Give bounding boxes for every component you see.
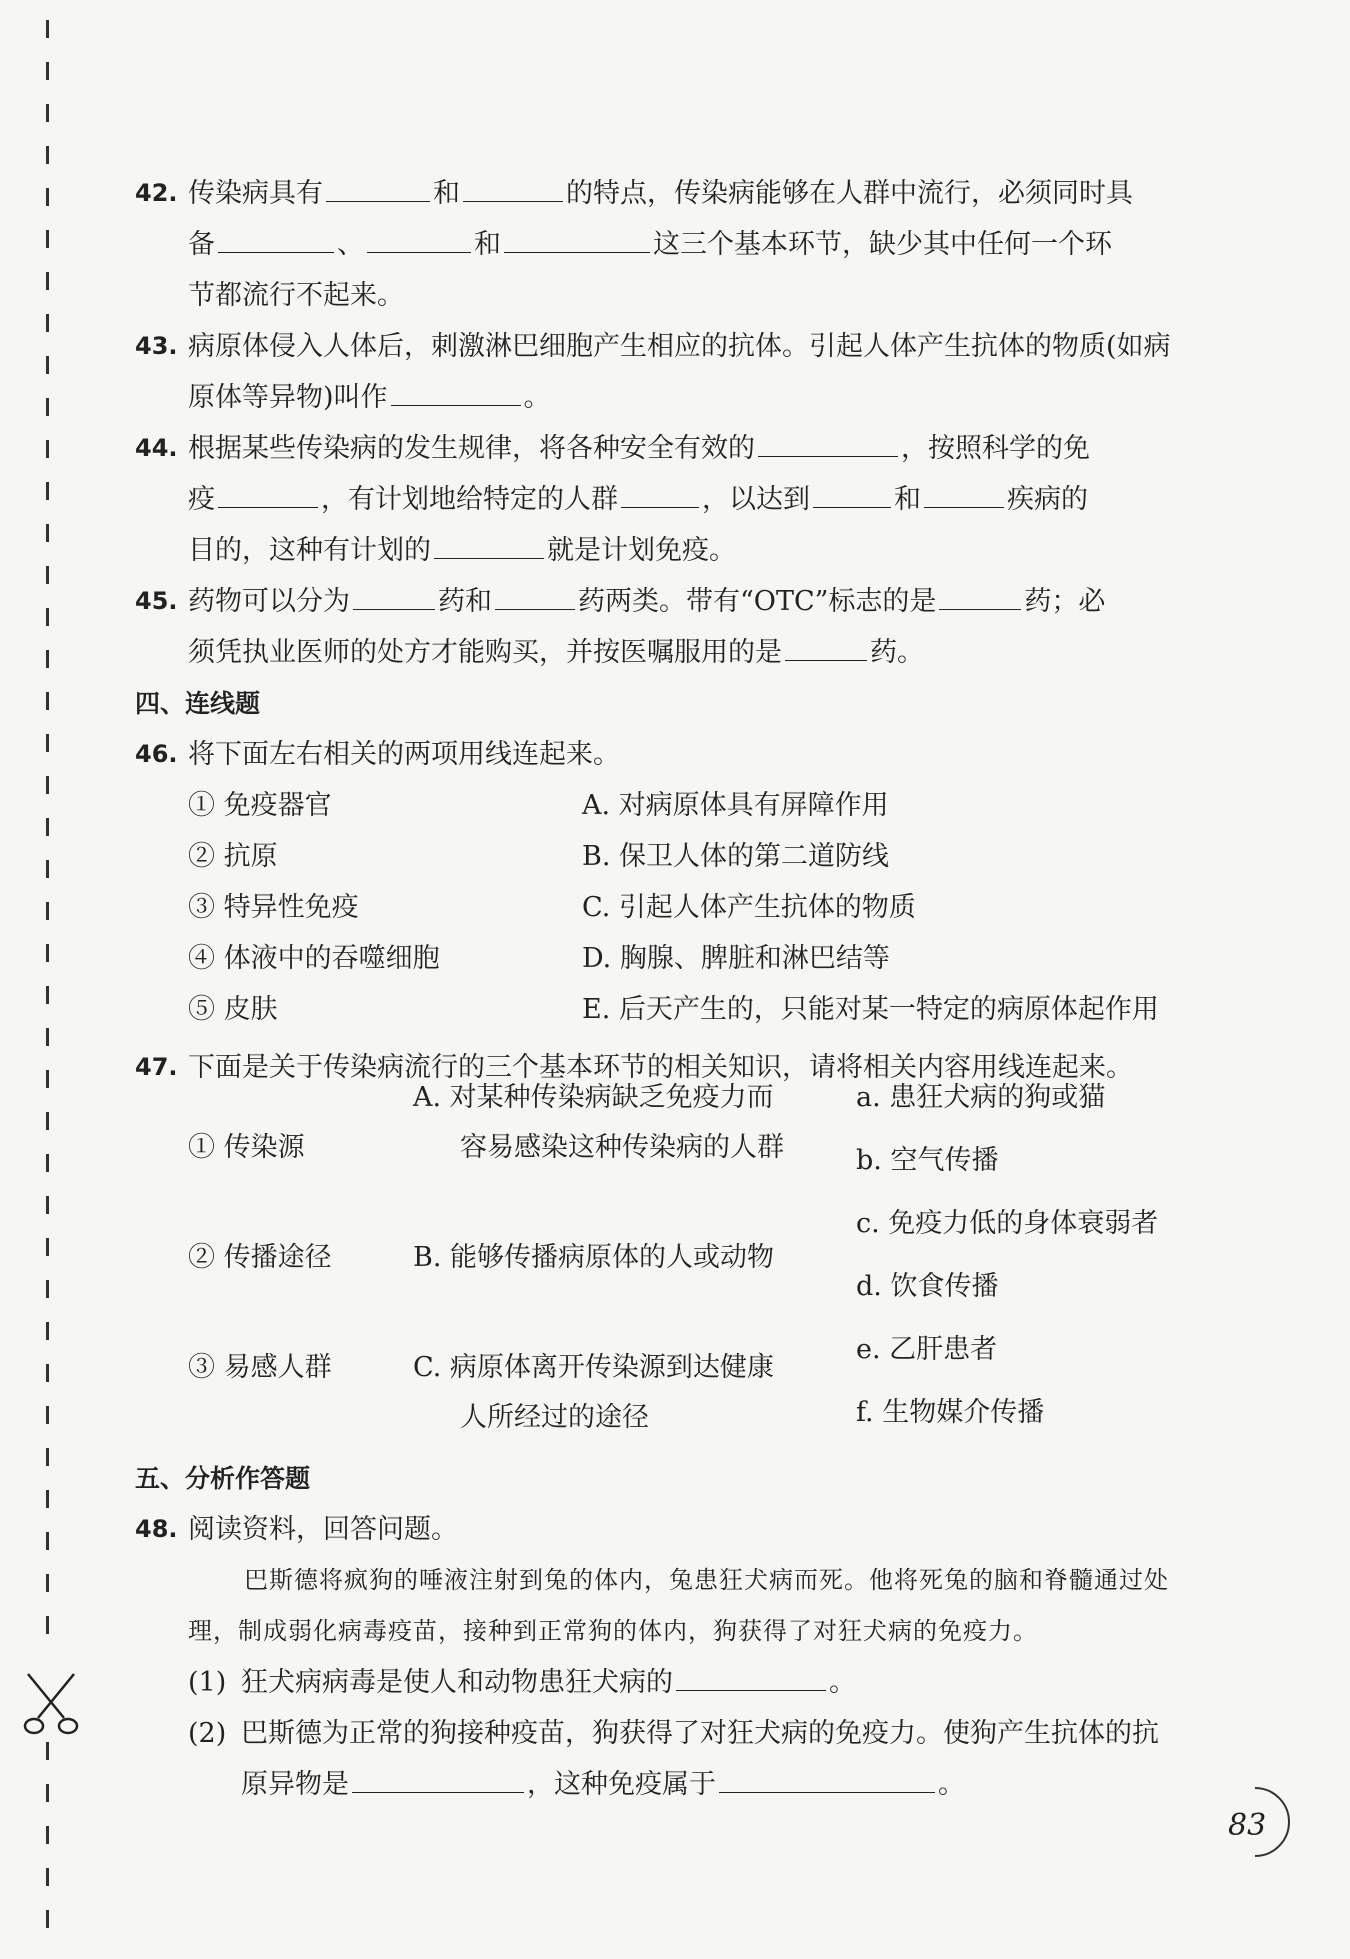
question-48: 48. 阅读资料，回答问题。 xyxy=(135,1504,1213,1555)
cut-line-dash xyxy=(46,1868,49,1886)
match-left-item[interactable]: ① 传染源 xyxy=(188,1132,305,1163)
cut-line-dash xyxy=(46,272,49,290)
question-44: 44. 根据某些传染病的发生规律，将各种安全有效的 ，按照科学的免 疫 ，有计划地给特定的人群 ，以达到 和 疾病的 目的，这种有计划的 就是计划免疫。 xyxy=(135,423,1213,576)
answer-blank[interactable] xyxy=(352,1766,524,1793)
match-right-item[interactable]: c. 免疫力低的身体衰弱者 xyxy=(856,1208,1159,1239)
cut-line-dash xyxy=(46,1280,49,1298)
cut-line-dash xyxy=(46,20,49,38)
cut-line-dash xyxy=(46,1826,49,1844)
question-47: 47. 下面是关于传染病流行的三个基本环节的相关知识，请将相关内容用线连起来。 xyxy=(135,1042,1213,1093)
question-number: 46. xyxy=(135,740,178,768)
cut-line-dash xyxy=(46,608,49,626)
cut-line-dash xyxy=(46,1196,49,1214)
cut-line-dash xyxy=(46,944,49,962)
match-left-item[interactable]: ① 免疫器官 xyxy=(188,790,332,821)
answer-blank[interactable] xyxy=(939,583,1021,610)
section-heading: 四、连线题 xyxy=(135,689,261,718)
match-middle-item[interactable]: B. 能够传播病原体的人或动物 xyxy=(413,1242,775,1273)
match-middle-text: 容易感染这种传染病的人群 xyxy=(460,1132,784,1163)
cut-line-dash xyxy=(46,1112,49,1130)
cut-line-dash xyxy=(46,692,49,710)
cut-line-dash xyxy=(46,188,49,206)
question-43: 43. 病原体侵入人体后，刺激淋巴细胞产生相应的抗体。引起人体产生抗体的物质(如病 原体等异物)叫作 。 xyxy=(135,321,1213,423)
answer-blank[interactable] xyxy=(504,226,650,253)
answer-blank[interactable] xyxy=(495,583,575,610)
matching-47 xyxy=(188,1082,1213,1453)
match-right-item[interactable]: D. 胸腺、脾脏和淋巴结等 xyxy=(582,943,890,974)
cut-line-dash xyxy=(46,1910,49,1928)
answer-blank[interactable] xyxy=(813,481,891,508)
question-number: 43. xyxy=(135,332,178,360)
match-left-item[interactable]: ⑤ 皮肤 xyxy=(188,994,278,1025)
cut-line-dash xyxy=(46,230,49,248)
cut-line-dash xyxy=(46,1448,49,1466)
answer-blank[interactable] xyxy=(758,430,898,457)
cut-line-dash xyxy=(46,1322,49,1340)
cut-line-dash xyxy=(46,1238,49,1256)
match-middle-text: 人所经过的途径 xyxy=(460,1402,649,1433)
answer-blank[interactable] xyxy=(621,481,699,508)
question-number: 42. xyxy=(135,179,178,207)
question-number: 48. xyxy=(135,1515,178,1543)
section-heading: 五、分析作答题 xyxy=(135,1464,311,1493)
cut-line-dash xyxy=(46,650,49,668)
match-right-item[interactable]: C. 引起人体产生抗体的物质 xyxy=(582,892,916,923)
cut-line-dash xyxy=(46,146,49,164)
cut-line-dash xyxy=(46,986,49,1004)
match-right-item[interactable]: f. 生物媒介传播 xyxy=(856,1397,1045,1428)
answer-blank[interactable] xyxy=(326,175,430,202)
question-number: 45. xyxy=(135,587,178,615)
cut-line-dash xyxy=(46,1784,49,1802)
match-right-item[interactable]: E. 后天产生的，只能对某一特定的病原体起作用 xyxy=(582,994,1159,1025)
cut-line xyxy=(46,20,50,1940)
cut-line-dash xyxy=(46,776,49,794)
question-number: 44. xyxy=(135,434,178,462)
match-left-item[interactable]: ② 抗原 xyxy=(188,841,278,872)
match-left-item[interactable]: ② 传播途径 xyxy=(188,1242,332,1273)
cut-line-dash xyxy=(46,482,49,500)
cut-line-dash xyxy=(46,62,49,80)
cut-line-dash xyxy=(46,1028,49,1046)
cut-line-dash xyxy=(46,818,49,836)
answer-blank[interactable] xyxy=(785,634,867,661)
question-46: 46. 将下面左右相关的两项用线连起来。 xyxy=(135,729,1213,780)
cut-line-dash xyxy=(46,860,49,878)
cut-line-dash xyxy=(46,566,49,584)
cut-line-dash xyxy=(46,1616,49,1634)
match-left-item[interactable]: ③ 特异性免疫 xyxy=(188,892,359,923)
cut-line-dash xyxy=(46,314,49,332)
match-right-item[interactable]: a. 患狂犬病的狗或猫 xyxy=(856,1082,1106,1113)
match-right-item[interactable]: B. 保卫人体的第二道防线 xyxy=(582,841,890,872)
sub-question-2: (2) 巴斯德为正常的狗接种疫苗，狗获得了对狂犬病的免疫力。使狗产生抗体的抗 原异物是 ，这种免疫属于 。 xyxy=(188,1718,1159,1800)
answer-blank[interactable] xyxy=(367,226,471,253)
answer-blank[interactable] xyxy=(719,1766,935,1793)
cut-line-dash xyxy=(46,398,49,416)
match-middle-item[interactable]: A. 对某种传染病缺乏免疫力而 xyxy=(413,1082,774,1113)
cut-line-dash xyxy=(46,1154,49,1172)
cut-line-dash xyxy=(46,104,49,122)
answer-blank[interactable] xyxy=(218,481,318,508)
cut-line-dash xyxy=(46,524,49,542)
reading-passage: 巴斯德将疯狗的唾液注射到兔的体内，兔患狂犬病而死。他将死兔的脑和脊髓通过处理，制成弱化病毒疫苗，接种到正常狗的体内，狗获得了对狂犬病的免疫力。 xyxy=(188,1566,1169,1645)
matching-46 xyxy=(188,780,1213,1042)
sub-question-1: (1) 狂犬病病毒是使人和动物患狂犬病的 。 xyxy=(188,1657,1213,1708)
match-middle-item[interactable]: C. 病原体离开传染源到达健康 xyxy=(413,1352,774,1383)
match-left-item[interactable]: ④ 体液中的吞噬细胞 xyxy=(188,943,440,974)
cut-line-dash xyxy=(46,1070,49,1088)
match-right-item[interactable]: A. 对病原体具有屏障作用 xyxy=(582,790,889,821)
cut-line-dash xyxy=(46,1574,49,1592)
cut-line-dash xyxy=(46,1532,49,1550)
page-number: 83 xyxy=(1228,1808,1267,1843)
question-number: 47. xyxy=(135,1053,178,1081)
cut-line-dash xyxy=(46,1490,49,1508)
cut-line-dash xyxy=(46,1406,49,1424)
answer-blank[interactable] xyxy=(924,481,1004,508)
answer-blank[interactable] xyxy=(463,175,563,202)
cut-line-dash xyxy=(46,1364,49,1382)
answer-blank[interactable] xyxy=(391,379,521,406)
question-45: 45. 药物可以分为 药和 药两类。带有“OTC”标志的是 药；必 须凭执业医师的处方才能购买，并按医嘱服用的是 药。 xyxy=(135,576,1213,678)
cut-line-dash xyxy=(46,440,49,458)
match-left-item[interactable]: ③ 易感人群 xyxy=(188,1352,332,1383)
match-right-item[interactable]: e. 乙肝患者 xyxy=(856,1334,998,1365)
answer-blank[interactable] xyxy=(353,583,435,610)
cut-line-dash xyxy=(46,356,49,374)
answer-blank[interactable] xyxy=(218,226,334,253)
match-right-item[interactable]: d. 饮食传播 xyxy=(856,1271,999,1302)
cut-line-dash xyxy=(46,902,49,920)
cut-line-dash xyxy=(46,734,49,752)
worksheet-content xyxy=(135,168,1213,1810)
match-right-item[interactable]: b. 空气传播 xyxy=(856,1145,999,1176)
answer-blank[interactable] xyxy=(676,1664,826,1691)
question-42: 42. 传染病具有 和 的特点，传染病能够在人群中流行，必须同时具 备 、 和 这三个基本环节，缺少其中任何一个环 节都流行不起来。 xyxy=(135,168,1213,321)
cut-line-dash xyxy=(46,1742,49,1760)
scissors-icon xyxy=(20,1668,82,1738)
answer-blank[interactable] xyxy=(434,532,544,559)
